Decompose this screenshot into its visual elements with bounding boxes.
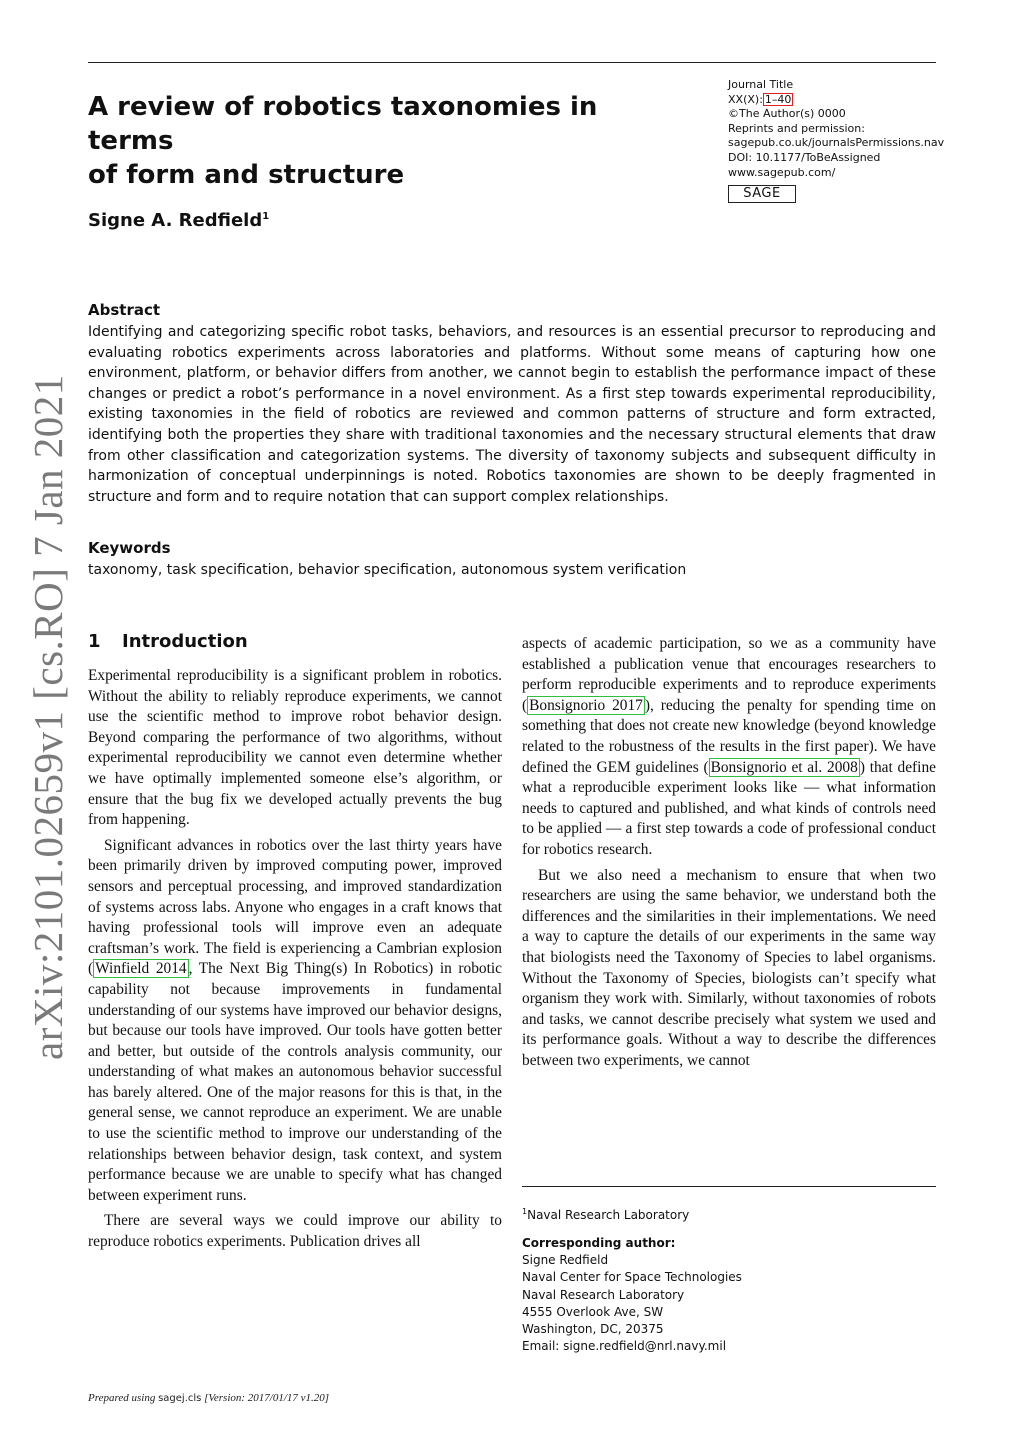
abstract-heading: Abstract xyxy=(88,301,161,319)
section-heading xyxy=(88,631,248,652)
corresponding-org2: Naval Research Laboratory xyxy=(522,1287,685,1302)
author-affiliation-mark: 1 xyxy=(262,211,270,222)
footnote xyxy=(522,1203,936,1224)
paragraph-text: ), reducing the penalty for spending time on something that does not create new knowledge (beyond knowledge related to the robustness of the results in the first paper). We have defined the GEM guidelines ( xyxy=(522,696,936,776)
abstract-text: Identifying and categorizing specific robot tasks, behaviors, and resources is an essential precursor to reproducing and evaluating robotics experiments across laboratories and platforms. Without some means of capturing how one environment, platform, or behavior differs from another, we cannot begin to establish the performance impact of these changes or predict a robot’s performance in a novel environment. As a first step towards experimental reproducibility, existing taxonomies in the field of robotics are reviewed and common patterns of structure and form extracted, identifying both the properties they share with traditional taxonomies and the necessary structural elements that draw from other classification and categorization systems. The diversity of taxonomy subjects and subsequent difficulty in harmonization of conceptual underpinnings is noted. Robotics taxonomies are shown to be deeply fragmented in structure and form and to require notation that can support complex relationships. xyxy=(88,324,936,505)
footer-cls: sagej.cls xyxy=(158,1393,202,1404)
keywords-heading: Keywords xyxy=(88,539,171,557)
corresponding-org1: Naval Center for Space Technologies xyxy=(522,1270,742,1285)
right-column xyxy=(522,634,936,1071)
arxiv-stamp: arXiv:2101.02659v1 [cs.RO] 7 Jan 2021 xyxy=(25,374,71,1060)
citation-link-bonsignorio-2008[interactable]: Bonsignorio et al. 2008 xyxy=(710,758,858,776)
footnote-rule xyxy=(522,1186,936,1187)
author-name: Signe A. Redfield xyxy=(88,210,263,231)
corresponding-street: 4555 Overlook Ave, SW xyxy=(522,1304,664,1319)
journal-website: www.sagepub.com/ xyxy=(728,165,836,179)
paragraph xyxy=(88,836,502,1207)
paragraph-text: aspects of academic participation, so we as a community have established a publication venue that encourages researchers to perform reproducible experiments and to reproduce experiments ( xyxy=(522,635,936,714)
footer-version: [Version: 2017/01/17 v1.20] xyxy=(201,1392,330,1404)
journal-volume xyxy=(728,93,948,108)
journal-copyright: ©The Author(s) 0000 xyxy=(728,107,846,121)
footnote-mark: 1 xyxy=(522,1207,528,1216)
corresponding-author xyxy=(522,1235,936,1355)
keywords-text: taxonomy, task specification, behavior specification, autonomous system verification xyxy=(88,562,687,578)
corresponding-name: Signe Redfield xyxy=(522,1253,609,1268)
journal-doi: DOI: 10.1177/ToBeAssigned xyxy=(728,150,881,164)
corresponding-label: Corresponding author: xyxy=(522,1236,676,1250)
author xyxy=(88,210,269,231)
title-line-1: A review of robotics taxonomies in terms xyxy=(88,92,598,156)
paragraph-text: , The Next Big Thing(s) In Robotics) in robotic capability not because improvements in fundamental understanding of our systems have improved our behavior designs, but because our tools have improved. Our tools have gotten better and better, but outside of the controls analysis community, our understanding of what makes an autonomous behavior successful has barely altered. One of the major reasons for this is that, in the general sense, we cannot reproduce an experiment. We are unable to use the scientific method to improve our understanding of the relationships between behavior design, task context, and system performance because we are unable to specify what has changed between experiment runs. xyxy=(88,960,502,1204)
paragraph-text: ) that define what a reproducible experiment looks like — what information needs to captured and published, and what kinds of controls need to be applied — a first step towards a code of professional conduct for robotics research. xyxy=(522,758,936,858)
paragraph xyxy=(522,634,936,861)
top-rule xyxy=(88,62,936,63)
corresponding-email: Email: signe.redfield@nrl.navy.mil xyxy=(522,1339,727,1354)
citation-link-winfield[interactable]: Winfield 2014 xyxy=(95,960,187,978)
paragraph: Experimental reproducibility is a significant problem in robotics. Without the ability to reliably reproduce experiments, we cannot use the scientific method to improve robot behavior design. Beyond comparing the performance of two algorithms, without experimental reproducibility we cannot even determine whether we have optimally implemented someone else’s algorithm, or ensure that the bug fix we developed actually prevents the bug from happening. xyxy=(88,667,502,829)
footer-prefix: Prepared using xyxy=(88,1392,159,1404)
title-line-2: of form and structure xyxy=(88,160,405,190)
footnote-text: Naval Research Laboratory xyxy=(527,1208,690,1222)
section-number: 1 xyxy=(88,631,101,652)
journal-title: Journal Title xyxy=(728,78,794,91)
page-footer xyxy=(88,1392,329,1404)
journal-reprints-url: sagepub.co.uk/journalsPermissions.nav xyxy=(728,136,945,150)
corresponding-city: Washington, DC, 20375 xyxy=(522,1322,664,1337)
journal-info xyxy=(728,78,948,180)
page-range-link[interactable]: 1–40 xyxy=(764,92,792,106)
left-column xyxy=(88,666,502,1253)
paragraph-text: Significant advances in robotics over the last thirty years have been primarily driven by improved computing power, improved sensors and perceptual processing, and improved standardization of systems across labs. Anyone who engages in a craft knows that having professional tools will improve even an adequate craftsman’s work. The field is experiencing a Cambrian explosion ( xyxy=(88,836,502,978)
section-title: Introduction xyxy=(122,631,248,652)
paper-title xyxy=(88,90,668,192)
sage-logo: SAGE xyxy=(728,185,796,203)
citation-link-bonsignorio-2017[interactable]: Bonsignorio 2017 xyxy=(529,696,643,714)
volume-prefix: XX(X): xyxy=(728,92,763,106)
paragraph: There are several ways we could improve our ability to reproduce robotics experiments. Publication drives all xyxy=(88,1212,502,1251)
journal-reprints: Reprints and permission: xyxy=(728,121,865,135)
paragraph: But we also need a mechanism to ensure that when two researchers are using the same behavior, we understand both the differences and the similarities in their implementations. We need a way to capture the details of our experiments in the same way that biologists need the Taxonomy of Species to label organisms. Without the Taxonomy of Species, biologists can’t specify what organism they work with. Similarly, without taxonomies of robots and tasks, we cannot describe precisely what system we used and its performance goals. Without a way to describe the differences between two experiments, we cannot xyxy=(522,866,936,1069)
